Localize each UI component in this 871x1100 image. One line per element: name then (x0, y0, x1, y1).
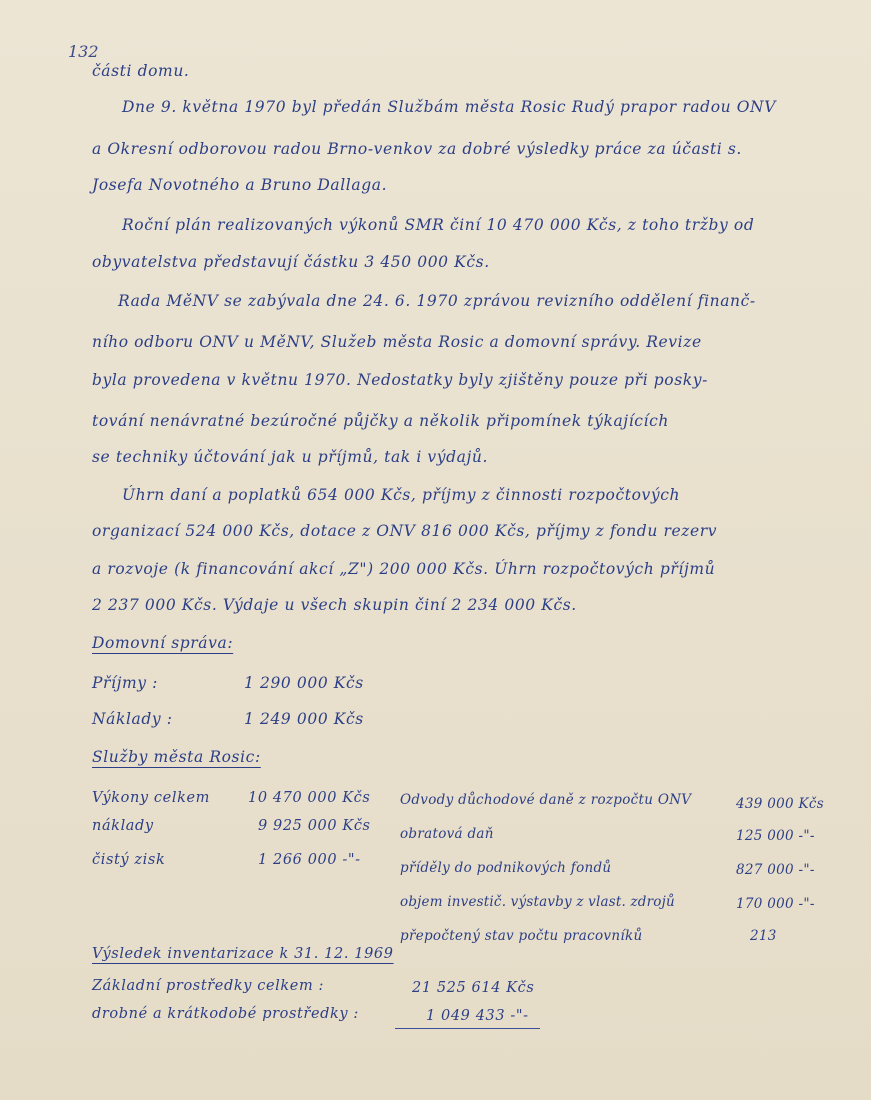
row-value: 125 000 -"- (736, 828, 815, 844)
text-line: organizací 524 000 Kčs, dotace z ONV 816 000 Kčs, příjmy z fondu rezerv (92, 522, 718, 540)
row-label: Náklady : (92, 710, 173, 728)
text-line: tování nenávratné bezúročné půjčky a několik připomínek týkajících (92, 412, 669, 430)
section-heading-domovni-sprava: Domovní správa: (92, 634, 234, 652)
text-line: části domu. (92, 62, 190, 80)
row-label: Základní prostředky celkem : (92, 978, 324, 994)
row-label: náklady (92, 818, 154, 834)
page-number: 132 (68, 42, 99, 61)
text-line: se techniky účtování jak u příjmů, tak i výdajů. (92, 448, 488, 466)
text-line: obyvatelstva představují částku 3 450 000 Kčs. (92, 253, 490, 271)
row-label: Výkony celkem (92, 790, 210, 806)
text-line: 2 237 000 Kčs. Výdaje u všech skupin činí 2 234 000 Kčs. (92, 596, 577, 614)
text-line: byla provedena v květnu 1970. Nedostatky byly zjištěny pouze při posky- (92, 371, 708, 389)
row-value: 439 000 Kčs (736, 796, 824, 812)
row-label: drobné a krátkodobé prostředky : (92, 1006, 359, 1022)
row-value: 1 266 000 -"- (258, 852, 361, 868)
row-label: Odvody důchodové daně z rozpočtu ONV (400, 792, 692, 808)
text-line: Úhrn daní a poplatků 654 000 Kčs, příjmy z činnosti rozpočtových (122, 486, 681, 504)
text-line: a rozvoje (k financování akcí „Z") 200 000 Kčs. Úhrn rozpočtových příjmů (92, 560, 716, 578)
row-label: čistý zisk (92, 852, 166, 868)
row-value: 10 470 000 Kčs (248, 790, 371, 806)
text-line: a Okresní odborovou radou Brno-venkov za dobré výsledky práce za účasti s. (92, 140, 742, 158)
row-value: 21 525 614 Kčs (412, 980, 535, 996)
row-value: 213 (750, 928, 777, 944)
row-label: objem investič. výstavby z vlast. zdrojů (400, 894, 675, 910)
row-value: 170 000 -"- (736, 896, 815, 912)
row-value: 1 290 000 Kčs (244, 674, 364, 692)
text-line: Dne 9. května 1970 byl předán Službám města Rosic Rudý prapor radou ONV (122, 98, 776, 116)
text-line: Rada MěNV se zabývala dne 24. 6. 1970 zprávou revizního oddělení finanč- (118, 292, 756, 310)
row-value: 1 249 000 Kčs (244, 710, 364, 728)
section-heading-sluzby: Služby města Rosic: (92, 748, 261, 766)
row-label: obratová daň (400, 826, 494, 842)
row-label: Příjmy : (92, 674, 159, 692)
row-value: 1 049 433 -"- (426, 1008, 529, 1024)
row-label: příděly do podnikových fondů (400, 860, 612, 876)
row-value: 827 000 -"- (736, 862, 815, 878)
row-value: 9 925 000 Kčs (258, 818, 371, 834)
section-heading-inventarizace: Výsledek inventarizace k 31. 12. 1969 (92, 946, 394, 962)
underline-rule (395, 1028, 540, 1029)
text-line: ního odboru ONV u MěNV, Služeb města Rosic a domovní správy. Revize (92, 333, 702, 351)
text-line: Roční plán realizovaných výkonů SMR činí 10 470 000 Kčs, z toho tržby od (122, 216, 755, 234)
row-label: přepočtený stav počtu pracovníků (400, 928, 643, 944)
text-line: Josefa Novotného a Bruno Dallaga. (92, 176, 388, 194)
